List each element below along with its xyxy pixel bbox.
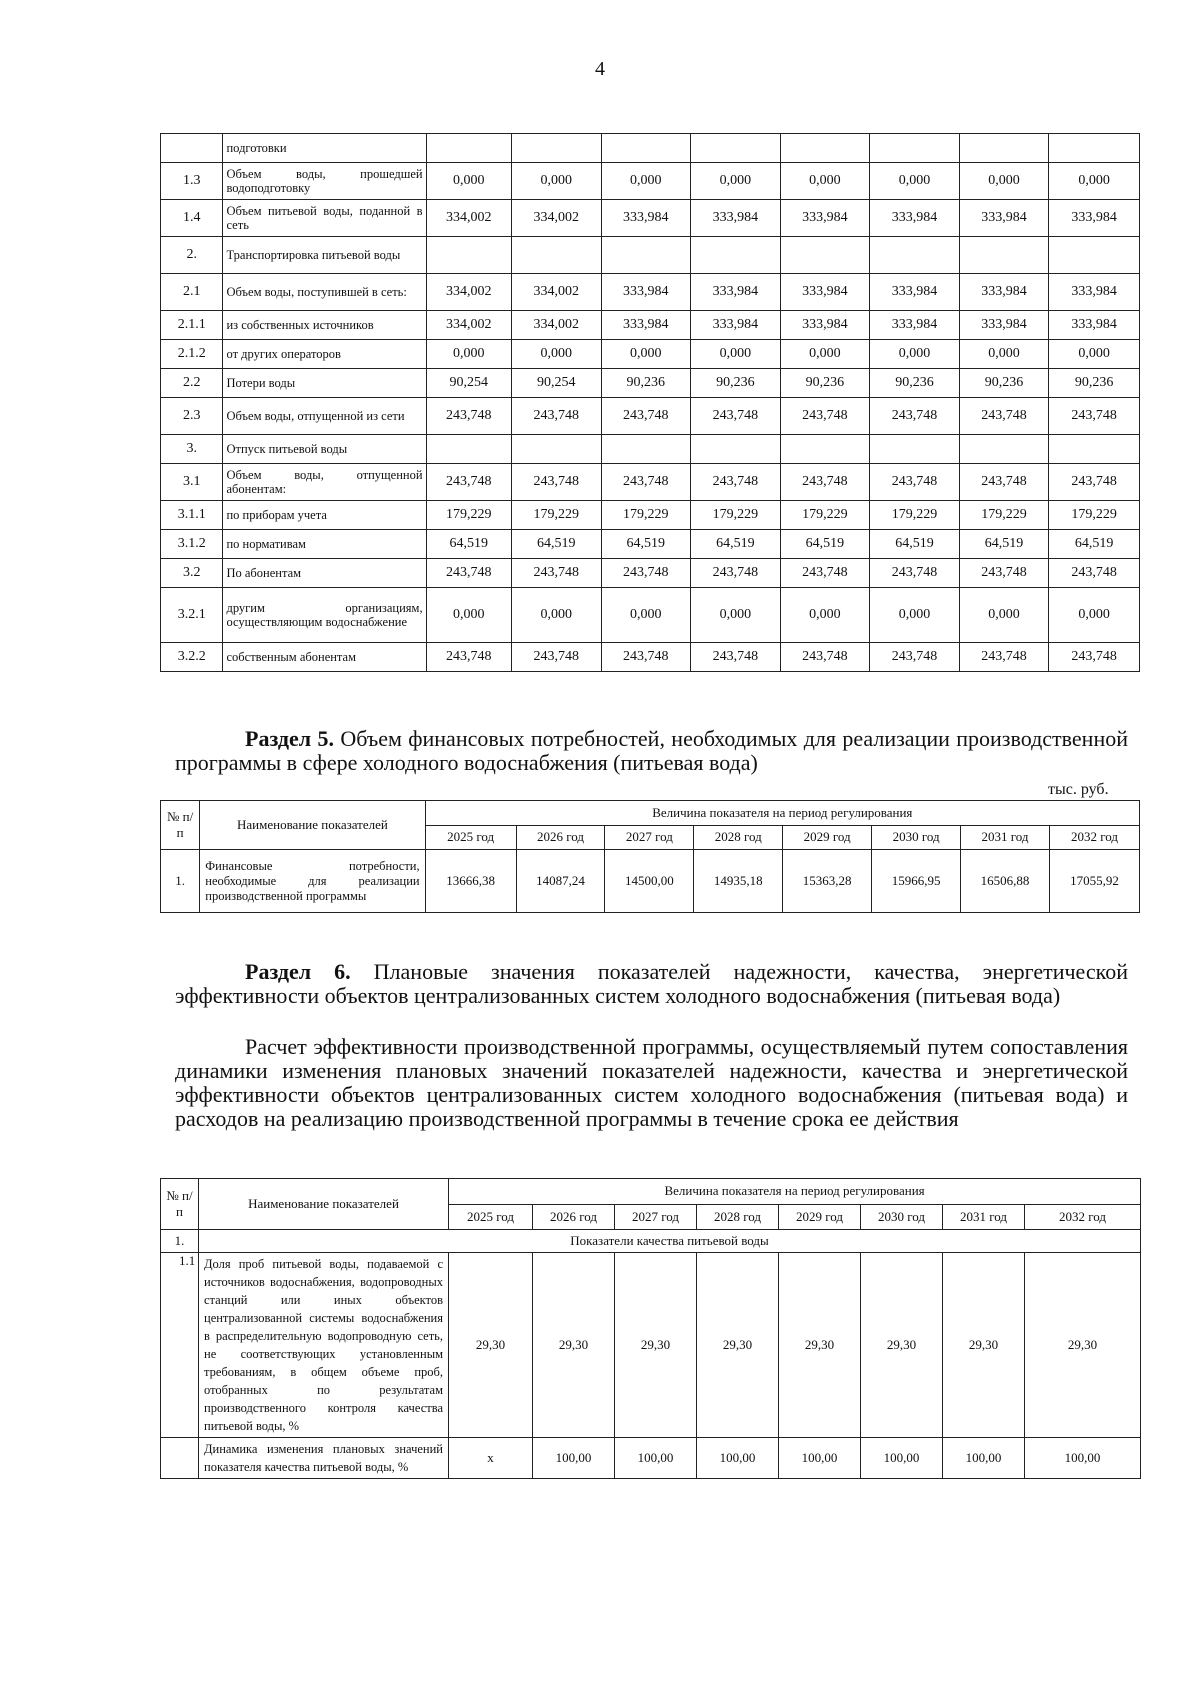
year-header: 2032 год xyxy=(1049,825,1139,850)
table-row xyxy=(161,559,1140,588)
row-code: 3.2.1 xyxy=(161,588,223,643)
year-header: 2028 год xyxy=(697,1204,779,1230)
row-value: 333,984 xyxy=(691,311,781,340)
row-name: Объем питьевой воды, поданной в сеть xyxy=(223,200,426,237)
row-code: 2.3 xyxy=(161,398,223,435)
row-value xyxy=(780,435,870,464)
row-value: 243,748 xyxy=(511,398,601,435)
year-header: 2029 год xyxy=(779,1204,861,1230)
page-number: 4 xyxy=(595,58,605,80)
row-num: 1.1 xyxy=(161,1253,199,1438)
row-value xyxy=(691,237,781,274)
row-value xyxy=(601,237,691,274)
row-value: 0,000 xyxy=(426,340,511,369)
row-value: 90,236 xyxy=(870,369,960,398)
row-value: 29,30 xyxy=(615,1253,697,1438)
row-value: 243,748 xyxy=(1049,559,1140,588)
num-header: № п/ п xyxy=(161,801,200,850)
section5-heading xyxy=(175,727,1128,775)
row-value: 334,002 xyxy=(511,200,601,237)
row-value: 100,00 xyxy=(533,1438,615,1479)
row-value: 0,000 xyxy=(601,163,691,200)
year-header: 2025 год xyxy=(425,825,516,850)
row-value: 0,000 xyxy=(426,163,511,200)
row-name: по нормативам xyxy=(223,530,426,559)
row-value: 29,30 xyxy=(449,1253,533,1438)
row-value: 90,236 xyxy=(1049,369,1140,398)
row-value: 243,748 xyxy=(870,559,960,588)
row-value: 243,748 xyxy=(511,559,601,588)
row-value: 179,229 xyxy=(959,501,1049,530)
row-value: 100,00 xyxy=(943,1438,1025,1479)
row-value: 64,519 xyxy=(511,530,601,559)
row-value: 243,748 xyxy=(511,643,601,672)
table-row xyxy=(161,501,1140,530)
period-header: Величина показателя на период регулирования xyxy=(449,1179,1141,1205)
row-value: 243,748 xyxy=(601,398,691,435)
row-value: 179,229 xyxy=(691,501,781,530)
row-value: 29,30 xyxy=(861,1253,943,1438)
row-value: 179,229 xyxy=(601,501,691,530)
row-num xyxy=(161,1438,199,1479)
row-name: Доля проб питьевой воды, подаваемой с источников водоснабжения, водопроводных станций или иных объектов централизованной системы водоснабжения в распределительную водопроводную сеть, не соответствующих установленным требованиям, в общем объеме проб, отобранных по результатам производственного контроля качества питьевой воды, % xyxy=(199,1253,449,1438)
row-value: 100,00 xyxy=(615,1438,697,1479)
table-row xyxy=(161,398,1140,435)
year-header: 2029 год xyxy=(783,825,872,850)
row-name: Объем воды, отпущенной из сети xyxy=(223,398,426,435)
row-value xyxy=(959,435,1049,464)
row-value: 243,748 xyxy=(1049,643,1140,672)
table-row xyxy=(161,369,1140,398)
row-value: 90,236 xyxy=(959,369,1049,398)
row-value: 243,748 xyxy=(691,398,781,435)
row-value xyxy=(780,134,870,163)
row-num: 1. xyxy=(161,850,200,913)
row-value xyxy=(601,435,691,464)
group-title: Показатели качества питьевой воды xyxy=(199,1230,1141,1253)
row-value: 179,229 xyxy=(870,501,960,530)
row-value: 29,30 xyxy=(779,1253,861,1438)
table-row xyxy=(161,200,1140,237)
row-name: подготовки xyxy=(223,134,426,163)
row-value xyxy=(426,134,511,163)
row-value: 0,000 xyxy=(511,588,601,643)
row-code: 1.4 xyxy=(161,200,223,237)
year-header: 2026 год xyxy=(516,825,605,850)
row-value: 333,984 xyxy=(1049,274,1140,311)
row-value: 100,00 xyxy=(1025,1438,1141,1479)
row-value: 333,984 xyxy=(691,200,781,237)
row-code: 2.1.1 xyxy=(161,311,223,340)
row-name: другим организациям, осуществляющим водоснабжение xyxy=(223,588,426,643)
row-name: Объем воды, прошедшей водоподготовку xyxy=(223,163,426,200)
row-value: 243,748 xyxy=(691,464,781,501)
row-value: 90,236 xyxy=(691,369,781,398)
row-value: 333,984 xyxy=(601,200,691,237)
row-code: 1.3 xyxy=(161,163,223,200)
row-value: 17055,92 xyxy=(1049,850,1139,913)
row-value xyxy=(959,134,1049,163)
row-value: 0,000 xyxy=(959,340,1049,369)
row-value xyxy=(1049,134,1140,163)
row-value: 334,002 xyxy=(426,274,511,311)
row-code: 2. xyxy=(161,237,223,274)
row-value: 333,984 xyxy=(601,311,691,340)
row-value: 29,30 xyxy=(697,1253,779,1438)
row-value: 333,984 xyxy=(601,274,691,311)
row-code: 2.1 xyxy=(161,274,223,311)
row-value xyxy=(691,435,781,464)
row-value: 0,000 xyxy=(780,340,870,369)
row-value: 29,30 xyxy=(533,1253,615,1438)
financial-needs-table xyxy=(160,800,1140,913)
row-value xyxy=(426,435,511,464)
row-value: 243,748 xyxy=(426,559,511,588)
row-value: 0,000 xyxy=(511,340,601,369)
row-value: 243,748 xyxy=(426,398,511,435)
row-value: 14087,24 xyxy=(516,850,605,913)
row-value xyxy=(870,435,960,464)
row-value: 0,000 xyxy=(1049,588,1140,643)
year-header: 2030 год xyxy=(861,1204,943,1230)
row-value: 29,30 xyxy=(943,1253,1025,1438)
group-num: 1. xyxy=(161,1230,199,1253)
row-value: 333,984 xyxy=(1049,311,1140,340)
row-value: 243,748 xyxy=(959,643,1049,672)
row-value: 64,519 xyxy=(780,530,870,559)
row-value: 90,254 xyxy=(511,369,601,398)
row-value: 333,984 xyxy=(870,274,960,311)
section6-heading xyxy=(175,960,1128,1008)
row-name: Финансовые потребности, необходимые для реализации производственной программы xyxy=(200,850,425,913)
row-value: 243,748 xyxy=(691,559,781,588)
row-value: 0,000 xyxy=(870,163,960,200)
year-header: 2025 год xyxy=(449,1204,533,1230)
row-value: 64,519 xyxy=(959,530,1049,559)
row-code: 3.1.2 xyxy=(161,530,223,559)
row-value: 0,000 xyxy=(1049,340,1140,369)
row-value: 0,000 xyxy=(511,163,601,200)
row-value: 64,519 xyxy=(426,530,511,559)
row-value: 179,229 xyxy=(780,501,870,530)
row-name: собственным абонентам xyxy=(223,643,426,672)
num-header: № п/ п xyxy=(161,1179,199,1230)
year-header: 2027 год xyxy=(615,1204,697,1230)
row-value: 29,30 xyxy=(1025,1253,1141,1438)
row-value: 13666,38 xyxy=(425,850,516,913)
row-value xyxy=(601,134,691,163)
row-value: 333,984 xyxy=(780,274,870,311)
row-value: 243,748 xyxy=(870,464,960,501)
row-name: по приборам учета xyxy=(223,501,426,530)
row-code: 2.1.2 xyxy=(161,340,223,369)
row-value: 334,002 xyxy=(511,311,601,340)
table-row xyxy=(161,163,1140,200)
row-value: 243,748 xyxy=(959,464,1049,501)
row-value: 243,748 xyxy=(1049,398,1140,435)
row-value: 0,000 xyxy=(426,588,511,643)
row-value: 16506,88 xyxy=(961,850,1050,913)
row-value: 243,748 xyxy=(959,398,1049,435)
row-value: 0,000 xyxy=(601,588,691,643)
row-code xyxy=(161,134,223,163)
section5-title: Объем финансовых потребностей, необходимых для реализации производственной программы в сфере холодного водоснабжения (питьевая вода) xyxy=(175,726,1128,775)
row-value: 179,229 xyxy=(511,501,601,530)
row-value: 333,984 xyxy=(959,274,1049,311)
row-value: 243,748 xyxy=(426,643,511,672)
row-value: 333,984 xyxy=(870,200,960,237)
row-value: 0,000 xyxy=(959,588,1049,643)
row-value xyxy=(1049,237,1140,274)
row-code: 3.2 xyxy=(161,559,223,588)
row-value: 15966,95 xyxy=(872,850,961,913)
row-name: из собственных источников xyxy=(223,311,426,340)
row-code: 2.2 xyxy=(161,369,223,398)
row-value: 64,519 xyxy=(601,530,691,559)
row-value: х xyxy=(449,1438,533,1479)
row-value: 333,984 xyxy=(691,274,781,311)
table-row xyxy=(161,237,1140,274)
row-value: 243,748 xyxy=(780,398,870,435)
table-row xyxy=(161,311,1140,340)
row-code: 3. xyxy=(161,435,223,464)
row-value: 14935,18 xyxy=(694,850,783,913)
row-value: 15363,28 xyxy=(783,850,872,913)
table-row xyxy=(161,464,1140,501)
row-value xyxy=(959,237,1049,274)
row-name: Объем воды, поступившей в сеть: xyxy=(223,274,426,311)
row-value: 243,748 xyxy=(601,643,691,672)
year-header: 2030 год xyxy=(872,825,961,850)
row-value: 90,254 xyxy=(426,369,511,398)
row-value: 64,519 xyxy=(691,530,781,559)
row-value xyxy=(691,134,781,163)
row-value: 0,000 xyxy=(870,588,960,643)
row-value: 243,748 xyxy=(1049,464,1140,501)
table-row xyxy=(161,530,1140,559)
year-header: 2026 год xyxy=(533,1204,615,1230)
row-value xyxy=(780,237,870,274)
row-value: 0,000 xyxy=(1049,163,1140,200)
year-header: 2032 год xyxy=(1025,1204,1141,1230)
row-value xyxy=(511,237,601,274)
row-value: 243,748 xyxy=(870,398,960,435)
row-value xyxy=(870,134,960,163)
row-value: 64,519 xyxy=(1049,530,1140,559)
row-value: 333,984 xyxy=(870,311,960,340)
row-value: 179,229 xyxy=(1049,501,1140,530)
row-value: 100,00 xyxy=(861,1438,943,1479)
table-row xyxy=(161,274,1140,311)
row-value xyxy=(511,435,601,464)
row-value: 243,748 xyxy=(780,464,870,501)
row-value xyxy=(870,237,960,274)
water-balance-table xyxy=(160,133,1140,672)
row-code: 3.2.2 xyxy=(161,643,223,672)
row-value: 243,748 xyxy=(870,643,960,672)
row-value: 334,002 xyxy=(426,311,511,340)
table-row xyxy=(161,588,1140,643)
row-value: 333,984 xyxy=(959,311,1049,340)
name-header: Наименование показателей xyxy=(199,1179,449,1230)
row-value: 333,984 xyxy=(780,200,870,237)
row-value: 179,229 xyxy=(426,501,511,530)
section6-title: Плановые значения показателей надежности, качества, энергетической эффективности объектов централизованных систем холодного водоснабжения (питьевая вода) xyxy=(175,959,1128,1008)
row-value: 334,002 xyxy=(426,200,511,237)
row-name: Транспортировка питьевой воды xyxy=(223,237,426,274)
section6-label: Раздел 6. xyxy=(245,959,351,984)
row-value: 243,748 xyxy=(780,559,870,588)
table-row xyxy=(161,134,1140,163)
row-name: Динамика изменения плановых значений показателя качества питьевой воды, % xyxy=(199,1438,449,1479)
row-value: 0,000 xyxy=(691,340,781,369)
year-header: 2031 год xyxy=(943,1204,1025,1230)
row-value xyxy=(426,237,511,274)
row-value: 243,748 xyxy=(959,559,1049,588)
row-name: Потери воды xyxy=(223,369,426,398)
row-value xyxy=(1049,435,1140,464)
table-row xyxy=(161,643,1140,672)
row-value: 100,00 xyxy=(779,1438,861,1479)
table-row xyxy=(161,1438,1141,1479)
row-name: Объем воды, отпущенной абонентам: xyxy=(223,464,426,501)
row-value: 243,748 xyxy=(601,559,691,588)
row-value xyxy=(511,134,601,163)
year-header: 2031 год xyxy=(961,825,1050,850)
row-value: 0,000 xyxy=(691,163,781,200)
row-value: 0,000 xyxy=(870,340,960,369)
row-value: 90,236 xyxy=(601,369,691,398)
name-header: Наименование показателей xyxy=(200,801,425,850)
year-header: 2028 год xyxy=(694,825,783,850)
row-value: 243,748 xyxy=(780,643,870,672)
row-value: 0,000 xyxy=(691,588,781,643)
row-value: 0,000 xyxy=(959,163,1049,200)
row-value: 243,748 xyxy=(691,643,781,672)
row-value: 333,984 xyxy=(959,200,1049,237)
row-value: 333,984 xyxy=(780,311,870,340)
row-name: от других операторов xyxy=(223,340,426,369)
row-value: 14500,00 xyxy=(605,850,694,913)
section6-paragraph: Расчет эффективности производственной программы, осуществляемый путем сопоставления динамики изменения плановых значений показателей надежности, качества и энергетической эффективности объектов централизованных систем холодного водоснабжения (питьевая вода) и расходов на реализацию производственной программы в течение срока ее действия xyxy=(175,1034,1128,1131)
row-value: 100,00 xyxy=(697,1438,779,1479)
section5-label: Раздел 5. xyxy=(245,726,334,751)
quality-indicators-table xyxy=(160,1178,1141,1479)
row-value: 333,984 xyxy=(1049,200,1140,237)
row-value: 0,000 xyxy=(601,340,691,369)
period-header: Величина показателя на период регулирования xyxy=(425,801,1139,826)
row-value: 90,236 xyxy=(780,369,870,398)
table-row xyxy=(161,435,1140,464)
row-value: 0,000 xyxy=(780,588,870,643)
row-code: 3.1 xyxy=(161,464,223,501)
table-row xyxy=(161,340,1140,369)
table-row xyxy=(161,1253,1141,1438)
unit-label: тыс. руб. xyxy=(1048,781,1109,798)
row-value: 243,748 xyxy=(511,464,601,501)
row-value: 243,748 xyxy=(426,464,511,501)
year-header: 2027 год xyxy=(605,825,694,850)
row-code: 3.1.1 xyxy=(161,501,223,530)
row-value: 334,002 xyxy=(511,274,601,311)
row-value: 0,000 xyxy=(780,163,870,200)
row-name: По абонентам xyxy=(223,559,426,588)
row-value: 243,748 xyxy=(601,464,691,501)
row-name: Отпуск питьевой воды xyxy=(223,435,426,464)
row-value: 64,519 xyxy=(870,530,960,559)
